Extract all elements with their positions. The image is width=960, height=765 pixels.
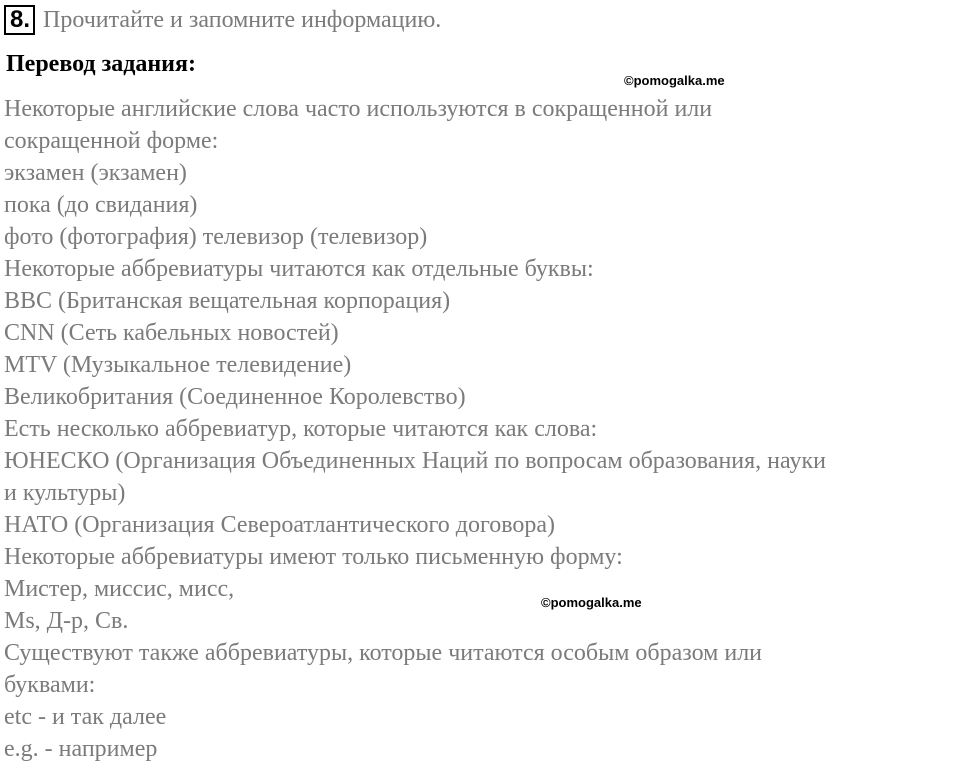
text-line: и культуры) <box>4 480 126 506</box>
text-line: буквами: <box>4 672 96 698</box>
text-line: пока (до свидания) <box>4 192 198 218</box>
text-line: Существуют также аббревиатуры, которые читаются особым образом или <box>4 640 763 666</box>
text-line: сокращенной форме: <box>4 128 219 154</box>
text-line: BBC (Британская вещательная корпорация) <box>4 288 451 314</box>
translation-text <box>4 93 954 765</box>
section-title: Перевод задания: <box>6 51 196 77</box>
task-header <box>4 4 441 36</box>
watermark: ©pomogalka.me <box>624 73 725 88</box>
text-line: Некоторые аббревиатуры имеют только письменную форму: <box>4 544 623 570</box>
text-line: Мистер, миссис, мисс, <box>4 576 235 602</box>
text-line: MTV (Музыкальное телевидение) <box>4 352 352 378</box>
text-line: etc - и так далее <box>4 704 167 730</box>
text-line: e.g. - например <box>4 736 158 762</box>
task-instruction: Прочитайте и запомните информацию. <box>43 7 442 33</box>
task-number-badge: 8. <box>4 5 35 35</box>
text-line: фото (фотография) телевизор (телевизор) <box>4 224 428 250</box>
text-line: НАТО (Организация Североатлантического договора) <box>4 512 556 538</box>
text-line: Некоторые английские слова часто используются в сокращенной или <box>4 96 713 122</box>
text-line: Некоторые аббревиатуры читаются как отдельные буквы: <box>4 256 594 282</box>
text-line: Есть несколько аббревиатур, которые читаются как слова: <box>4 416 598 442</box>
text-line: Великобритания (Соединенное Королевство) <box>4 384 466 410</box>
text-line: CNN (Сеть кабельных новостей) <box>4 320 339 346</box>
watermark: ©pomogalka.me <box>541 595 642 610</box>
text-line: Ms, Д-р, Св. <box>4 608 129 634</box>
text-line: ЮНЕСКО (Организация Объединенных Наций по вопросам образования, науки <box>4 448 826 474</box>
text-line: экзамен (экзамен) <box>4 160 187 186</box>
